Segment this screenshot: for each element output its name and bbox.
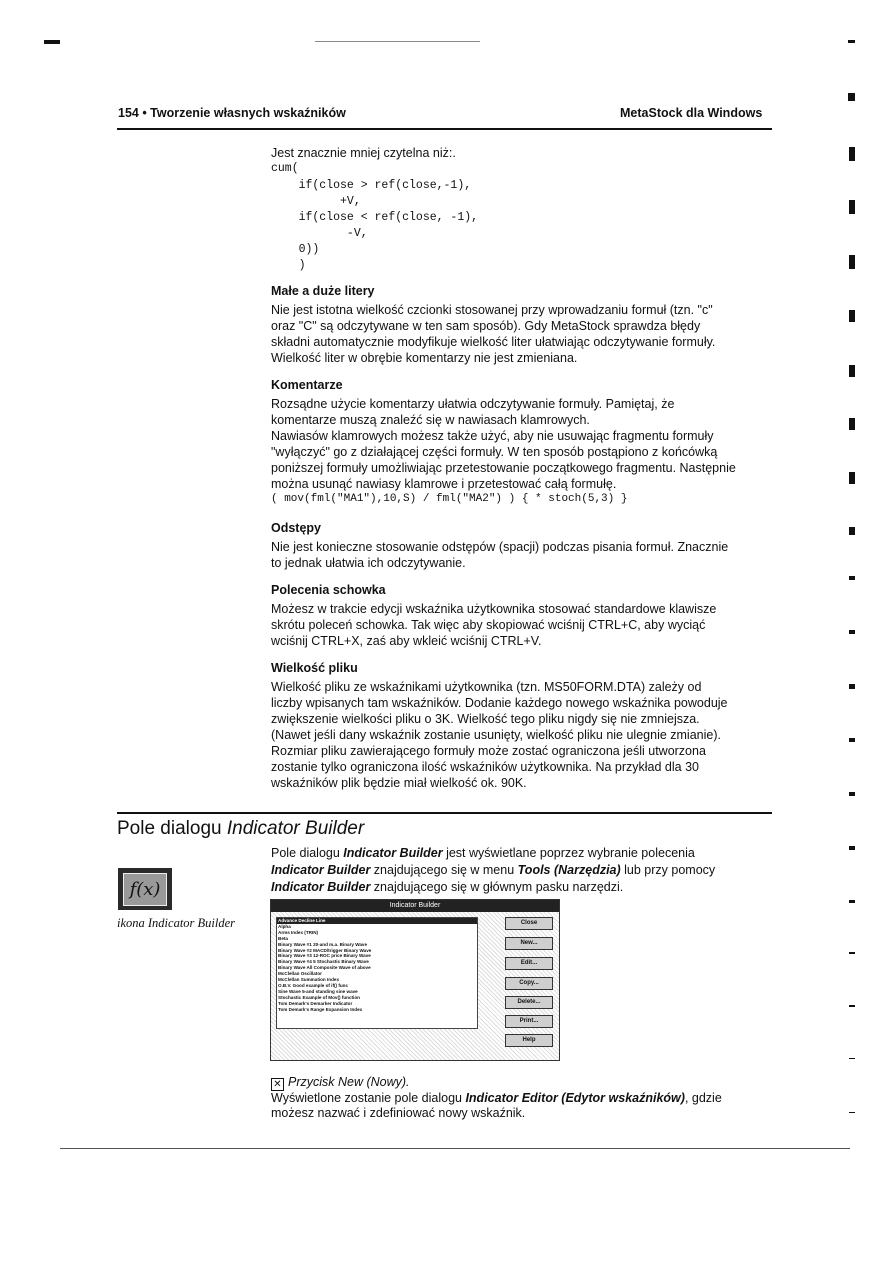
edge-mark-5: [849, 255, 855, 269]
list-item[interactable]: Sine Wave 5-and standing sine wave: [278, 988, 358, 994]
text-run: znajdującego się w głównym pasku narzędzi.: [370, 880, 624, 894]
list-item[interactable]: Tom Demark's Demarker Indicator: [278, 1000, 353, 1006]
new-button[interactable]: New...: [505, 937, 553, 950]
section-title: [117, 818, 364, 840]
edge-mark-21: [849, 1112, 855, 1113]
header-rule: [117, 128, 772, 130]
section-line: to jednak ułatwia ich odczytywanie.: [271, 556, 466, 570]
section-case: [271, 283, 771, 366]
running-header-left: 154 • Tworzenie własnych wskaźników: [118, 106, 346, 120]
section-spacing: [271, 520, 771, 571]
builder-description: [271, 845, 771, 896]
text-run: jest wyświetlane poprzez wybranie polecenia: [442, 846, 695, 860]
code-line: -V,: [271, 227, 368, 240]
edge-mark-2: [848, 93, 855, 101]
list-item[interactable]: Binary Wave All Composite Wave of above: [278, 965, 371, 971]
indicator-builder-icon: [118, 868, 172, 910]
section-line: liczby wpisanych tam wskaźników. Dodanie każdego nowego wskaźnika powoduje: [271, 696, 728, 710]
list-item[interactable]: Binary Wave #1 20-and m.a. Binary Wave: [278, 941, 368, 947]
section-title-plain: Pole dialogu: [117, 818, 227, 839]
delete-button[interactable]: Delete...: [505, 996, 553, 1009]
text-run: Wyświetlone zostanie pole dialogu: [271, 1091, 466, 1105]
section-comments: [271, 377, 771, 492]
edge-mark-1: [848, 40, 855, 43]
list-item[interactable]: Beta: [278, 935, 288, 941]
section-line: zostanie tylko ograniczona ilość wskaźników użytkownika. Na przykład dla 30: [271, 760, 699, 774]
section-line: wskaźników plik będzie miał wielkość ok. 90K.: [271, 776, 527, 790]
list-item[interactable]: McClellan Oscillator: [278, 971, 322, 977]
note-line-2: [271, 1091, 771, 1106]
edge-mark-15: [849, 792, 855, 796]
code-line: if(close < ref(close, -1),: [271, 211, 479, 224]
section-line: Wielkość pliku ze wskaźnikami użytkownika (tzn. MS50FORM.DTA) zależy od: [271, 680, 702, 694]
section-line: można usunąć nawiasy klamrowe i przetestować całą formułę.: [271, 477, 617, 491]
section-clipboard: [271, 582, 771, 649]
note-button-label: Przycisk New (Nowy).: [288, 1075, 410, 1089]
builder-line-3: [271, 879, 771, 896]
edit-button[interactable]: Edit...: [505, 957, 553, 970]
edge-mark-3: [849, 147, 855, 161]
edge-mark-10: [849, 527, 855, 535]
fx-icon: f(x): [123, 873, 167, 906]
list-item[interactable]: Alpha: [278, 923, 291, 929]
list-item[interactable]: Stochastic Example of Mov() function: [278, 994, 360, 1000]
section-line: "wyłączyć" go z działającej części formuły. W ten sposób postąpiono z końcówką: [271, 445, 718, 459]
code-line: if(close > ref(close,-1),: [271, 179, 472, 192]
edge-mark-7: [849, 365, 855, 377]
section-title-italic: Indicator Builder: [226, 818, 365, 839]
list-item[interactable]: Binary Wave #3 12-ROC price Binary Wave: [278, 953, 371, 959]
list-item[interactable]: O.B.V. Good example of if() func: [278, 982, 349, 988]
new-button-note: [271, 1075, 771, 1121]
builder-line-1: [271, 845, 771, 862]
list-item[interactable]: Binary Wave #4 5 Stochastic Binary Wave: [278, 959, 369, 965]
section-line: Nie jest istotna wielkość czcionki stosowanej przy wprowadzaniu formuł (tzn. "c": [271, 303, 713, 317]
edge-mark-6: [849, 310, 855, 322]
section-file-size: [271, 660, 771, 791]
edge-mark-4: [849, 200, 855, 214]
list-item[interactable]: McClellan Summation Index: [278, 977, 340, 983]
close-button[interactable]: Close: [505, 917, 553, 930]
section-heading: Komentarze: [271, 378, 343, 392]
code-line: +V,: [271, 195, 361, 208]
checkbox-icon: ✕: [271, 1078, 284, 1091]
icon-caption: ikona Indicator Builder: [117, 916, 236, 930]
code-line: 0)): [271, 243, 320, 256]
dialog-title: Indicator Builder: [271, 900, 559, 912]
section-line: składni automatycznie modyfikuje wielkość liter ułatwiając odczytywanie formuły.: [271, 335, 716, 349]
section-line: Rozsądne użycie komentarzy ułatwia odczytywanie formuły. Pamiętaj, że: [271, 397, 675, 411]
text-run: Indicator Builder: [271, 863, 371, 877]
text-run: , gdzie: [684, 1091, 722, 1105]
list-item[interactable]: Arms Index (TRIN): [278, 929, 319, 935]
section-line: Wielkość liter w obrębie komentarzy nie jest zmieniana.: [271, 351, 578, 365]
section-line: Nie jest konieczne stosowanie odstępów (spacji) podczas pisania formuł. Znacznie: [271, 540, 729, 554]
edge-mark-11: [849, 576, 855, 580]
list-item[interactable]: Advance Decline Line: [277, 918, 477, 924]
intro-text: Jest znacznie mniej czytelna niż:.: [271, 146, 456, 160]
list-item[interactable]: Tom Demark's Range Expansion Index: [278, 1006, 363, 1012]
section-heading: Wielkość pliku: [271, 661, 358, 675]
section-heading: Odstępy: [271, 521, 322, 535]
edge-mark-13: [849, 684, 855, 689]
running-header-right: MetaStock dla Windows: [620, 106, 763, 120]
print-button[interactable]: Print...: [505, 1015, 553, 1028]
edge-mark-20: [849, 1058, 855, 1059]
edge-mark-17: [849, 900, 855, 903]
copy-button[interactable]: Copy...: [505, 977, 553, 990]
edge-mark-14: [849, 738, 855, 742]
scan-mark-top-left: [44, 40, 60, 44]
section-line: zwiększenie wielkości pliku o 3K. Wielkość tego pliku nigdy się nie zmniejsza.: [271, 712, 700, 726]
text-run: znajdującego się w menu: [370, 863, 518, 877]
section-heading: Małe a duże litery: [271, 284, 375, 298]
section-heading: Polecenia schowka: [271, 583, 386, 597]
text-run: Indicator Builder: [343, 846, 443, 860]
edge-mark-8: [849, 418, 855, 430]
builder-line-2: [271, 862, 771, 879]
note-line-1: [271, 1075, 771, 1091]
top-faint-rule: [315, 41, 480, 42]
text-run: Indicator Builder: [271, 880, 371, 894]
text-run: lub przy pomocy: [620, 863, 716, 877]
section-line: wciśnij CTRL+X, zaś aby wkleić wciśnij CTRL+V.: [271, 634, 542, 648]
edge-mark-19: [849, 1005, 855, 1007]
section-line: poniższej formuły umożliwiając przetestowanie początkowego fragmentu. Następnie: [271, 461, 736, 475]
text-run: Indicator Editor (Edytor wskaźników): [465, 1091, 685, 1105]
edge-mark-16: [849, 846, 855, 850]
list-item[interactable]: Binary Wave #2 MACD/trigger Binary Wave: [278, 947, 372, 953]
comment-example-code: ( mov(fml("MA1"),10,S) / fml("MA2") ) { * stoch(5,3) }: [271, 493, 628, 505]
text-run: Pole dialogu: [271, 846, 344, 860]
edge-mark-12: [849, 630, 855, 634]
bottom-rule: [60, 1148, 850, 1149]
code-line: ): [271, 259, 306, 272]
edge-mark-18: [849, 952, 855, 954]
text-run: Tools (Narzędzia): [517, 863, 621, 877]
section-title-rule: [117, 812, 772, 814]
indicator-builder-dialog: [270, 899, 560, 1061]
help-button[interactable]: Help: [505, 1034, 553, 1047]
section-line: Możesz w trakcie edycji wskaźnika użytkownika stosować standardowe klawisze: [271, 602, 717, 616]
section-line: skrótu poleceń schowka. Tak więc aby skopiować wciśnij CTRL+C, aby wyciąć: [271, 618, 706, 632]
section-line: komentarze muszą znaleźć się w nawiasach klamrowych.: [271, 413, 590, 427]
note-line-3: możesz nazwać i zdefiniować nowy wskaźnik.: [271, 1106, 526, 1120]
section-line: Nawiasów klamrowych możesz także użyć, aby nie usuwając fragmentu formuły: [271, 429, 714, 443]
code-line: cum(: [271, 162, 299, 175]
edge-mark-9: [849, 472, 855, 484]
section-line: (Nawet jeśli dany wskaźnik zostanie usunięty, wielkość pliku nie ulegnie zmianie).: [271, 728, 721, 742]
indicator-list[interactable]: [276, 917, 478, 1029]
section-line: Rozmiar pliku zawierającego formuły może zostać ograniczona jeśli utworzona: [271, 744, 706, 758]
section-line: oraz "C" są odczytywane w ten sam sposób). Gdy MetaStock sprawdza błędy: [271, 319, 701, 333]
